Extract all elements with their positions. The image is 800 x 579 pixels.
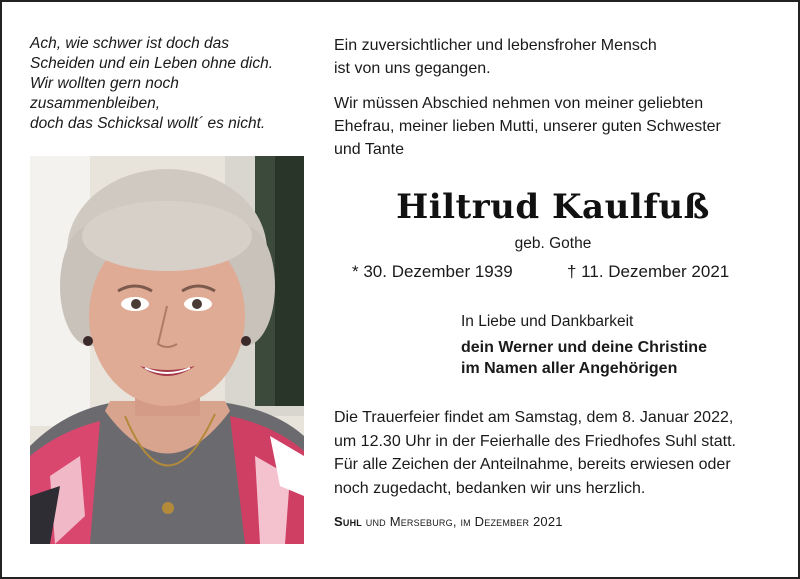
poem-line: Wir wollten gern noch — [30, 75, 179, 92]
place-rest: und Merseburg, im Dezember 2021 — [365, 514, 563, 529]
poem-line: Ach, wie schwer ist doch das — [30, 35, 230, 52]
intro-line: ist von uns gegangen. — [334, 60, 491, 77]
poem-line: zusammenbleiben, — [30, 95, 161, 112]
intro-text — [334, 34, 774, 80]
death-date: † 11. Dezember 2021 — [567, 262, 730, 281]
birth-date: * 30. Dezember 1939 — [352, 262, 513, 281]
portrait-photo — [30, 156, 304, 544]
farewell-line: und Tante — [334, 141, 404, 158]
farewell-line: Ehefrau, meiner lieben Mutti, unserer guten Schwester — [334, 118, 721, 135]
thanks-line: In Liebe und Dankbarkeit — [461, 313, 634, 330]
deceased-name: Hiltrud Kaulfuß — [396, 187, 710, 227]
place-and-date — [334, 514, 774, 529]
mourner-line: dein Werner und deine Christine — [461, 339, 707, 356]
funeral-service-text — [334, 406, 784, 500]
farewell-line: Wir müssen Abschied nehmen von meiner geliebten — [334, 95, 704, 112]
birth-name: geb. Gothe — [514, 235, 592, 252]
place-city: Suhl — [334, 514, 362, 529]
service-line: Die Trauerfeier findet am Samstag, dem 8. Januar 2022, — [334, 409, 734, 426]
poem-line: doch das Schicksal wollt´ es nicht. — [30, 115, 266, 132]
mourners — [461, 337, 781, 379]
poem — [30, 34, 305, 134]
service-line: Für alle Zeichen der Anteilnahme, bereits erwiesen oder — [334, 456, 731, 473]
poem-line: Scheiden und ein Leben ohne dich. — [30, 55, 274, 72]
farewell-text — [334, 92, 774, 161]
service-line: noch zugedacht, bedanken wir uns herzlich. — [334, 479, 646, 497]
service-line: um 12.30 Uhr in der Feierhalle des Friedhofes Suhl statt. — [334, 432, 736, 450]
intro-line: Ein zuversichtlicher und lebensfroher Mensch — [334, 37, 657, 54]
mourner-line: im Namen aller Angehörigen — [461, 360, 678, 377]
